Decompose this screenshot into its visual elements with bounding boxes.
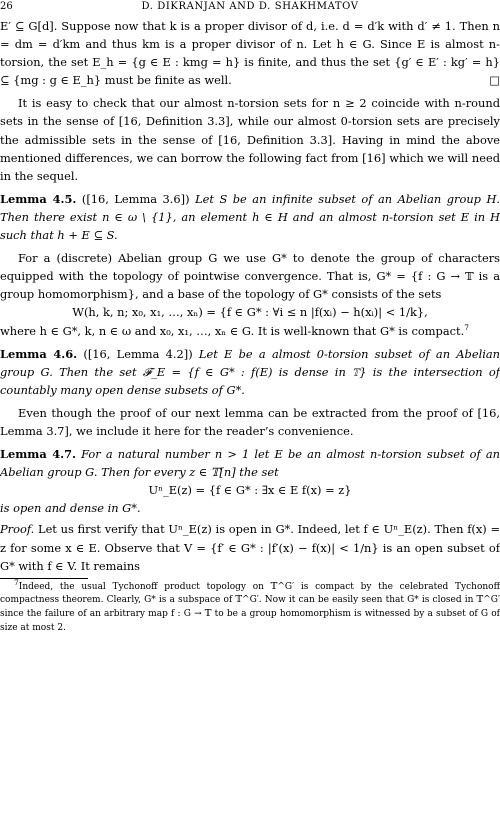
footnote-number: 7	[14, 577, 19, 587]
lemma-label: Lemma 4.7.	[0, 447, 76, 462]
lemma-statement: For a natural number n > 1 let E be an almost n-torsion subset of an Abelian group G. Then for every z ∈ 𝕋[n] the set	[0, 447, 500, 480]
lemma-4-5	[0, 190, 500, 244]
running-title: D. DIKRANJAN AND D. SHAKHMATOV	[141, 1, 359, 12]
lemma-label: Lemma 4.5.	[0, 191, 77, 206]
page-body	[0, 17, 500, 635]
paragraph-characters: For a (discrete) Abelian group G we use G* to denote the group of characters equipped with the topology of pointwise convergence. That is, G* = {f : G → 𝕋 is a group homomorphism}, and a base of the topology of G* consists of the sets	[0, 251, 500, 302]
paragraph-text: where h ∈ G*, k, n ∈ ω and x₀, x₁, …, xₙ ∈ G. It is well-known that G* is compact.	[0, 323, 465, 338]
lemma-conclusion: is open and dense in G*.	[0, 501, 141, 516]
paragraph-round-sets: It is easy to check that our almost n-torsion sets for n ≥ 2 coincide with n-round sets in the sense of [16, Definition 3.3], while our almost 0-torsion sets are precisely the admissible sets in the sense of [16, Definition 3.3]. Having in mind the above mentioned differences, we can borrow the following fact from [16] which we will need in the sequel.	[0, 96, 500, 183]
proof	[0, 520, 500, 574]
lemma-statement: Let S be an infinite subset of an Abelian group H. Then there exist n ∈ ω \ {1}, an element h ∈ H and an almost n-torsion set E in H such that h + E ⊆ S.	[0, 191, 500, 243]
footnote-text: Indeed, the usual Tychonoff product topology on 𝕋^G′ is compact by the celebrated Tychonoff compactness theorem. Clearly, G* is a subspace of 𝕋^G′. Now it can be easily seen that G* is closed in 𝕋^G′ since the failure of an arbitrary map f : G → 𝕋 to be a group homomorphism is witnessed by a subset of G of size at most 2.	[0, 581, 500, 633]
paragraph-text: E′ ⊆ G[d]. Suppose now that k is a proper divisor of d, i.e. d = d′k with d′ ≠ 1. Then n = dm = d′km and thus km is a proper divisor of n. Let h ∈ G. Since E is almost n-torsion, the set E_h = {g ∈ E : kmg = h} is finite, and thus the set {g′ ∈ E′ : kg′ = h} ⊆ {mg : g ∈ E_h} must be finite as well.	[0, 19, 500, 88]
lemma-citation: ([16, Lemma 3.6])	[81, 191, 190, 206]
paragraph-convenience: Even though the proof of our next lemma can be extracted from the proof of [16, Lemma 3.7], we include it here for the reader’s convenience.	[0, 405, 500, 438]
footnote	[0, 577, 500, 635]
qed-symbol: □	[489, 73, 500, 88]
footnote-marker: 7	[464, 322, 469, 332]
lemma-4-6	[0, 345, 500, 399]
page-header	[0, 0, 500, 14]
page-number: 26	[0, 1, 13, 12]
display-equation-base: W(h, k, n; x₀, x₁, …, xₙ) = {f ∈ G* : ∀i ≤ n |f(xᵢ) − h(xᵢ)| < 1/k},	[72, 305, 428, 320]
display-equation-u: Uⁿ_E(z) = {f ∈ G* : ∃x ∈ E f(x) = z}	[148, 483, 352, 498]
proof-label: Proof.	[0, 522, 35, 537]
paragraph-compact	[0, 322, 500, 340]
lemma-4-7	[0, 445, 500, 481]
lemma-citation: ([16, Lemma 4.2])	[83, 346, 193, 361]
lemma-label: Lemma 4.6.	[0, 346, 78, 361]
lemma-statement: Let E be a almost 0-torsion subset of an Abelian group G. Then the set 𝓕_E = {f ∈ G* : f(E) is dense in 𝕋} is the intersection of countably many open dense subsets of G*.	[0, 346, 500, 397]
paragraph-proof-end	[0, 17, 500, 89]
proof-text: Let us first verify that Uⁿ_E(z) is open in G*. Indeed, let f ∈ Uⁿ_E(z). Then f(x) = z for some x ∈ E. Observe that V = {f′ ∈ G* : |f′(x) − f(x)| < 1/n} is an open subset of G* with f ∈ V. It remains	[0, 522, 500, 573]
